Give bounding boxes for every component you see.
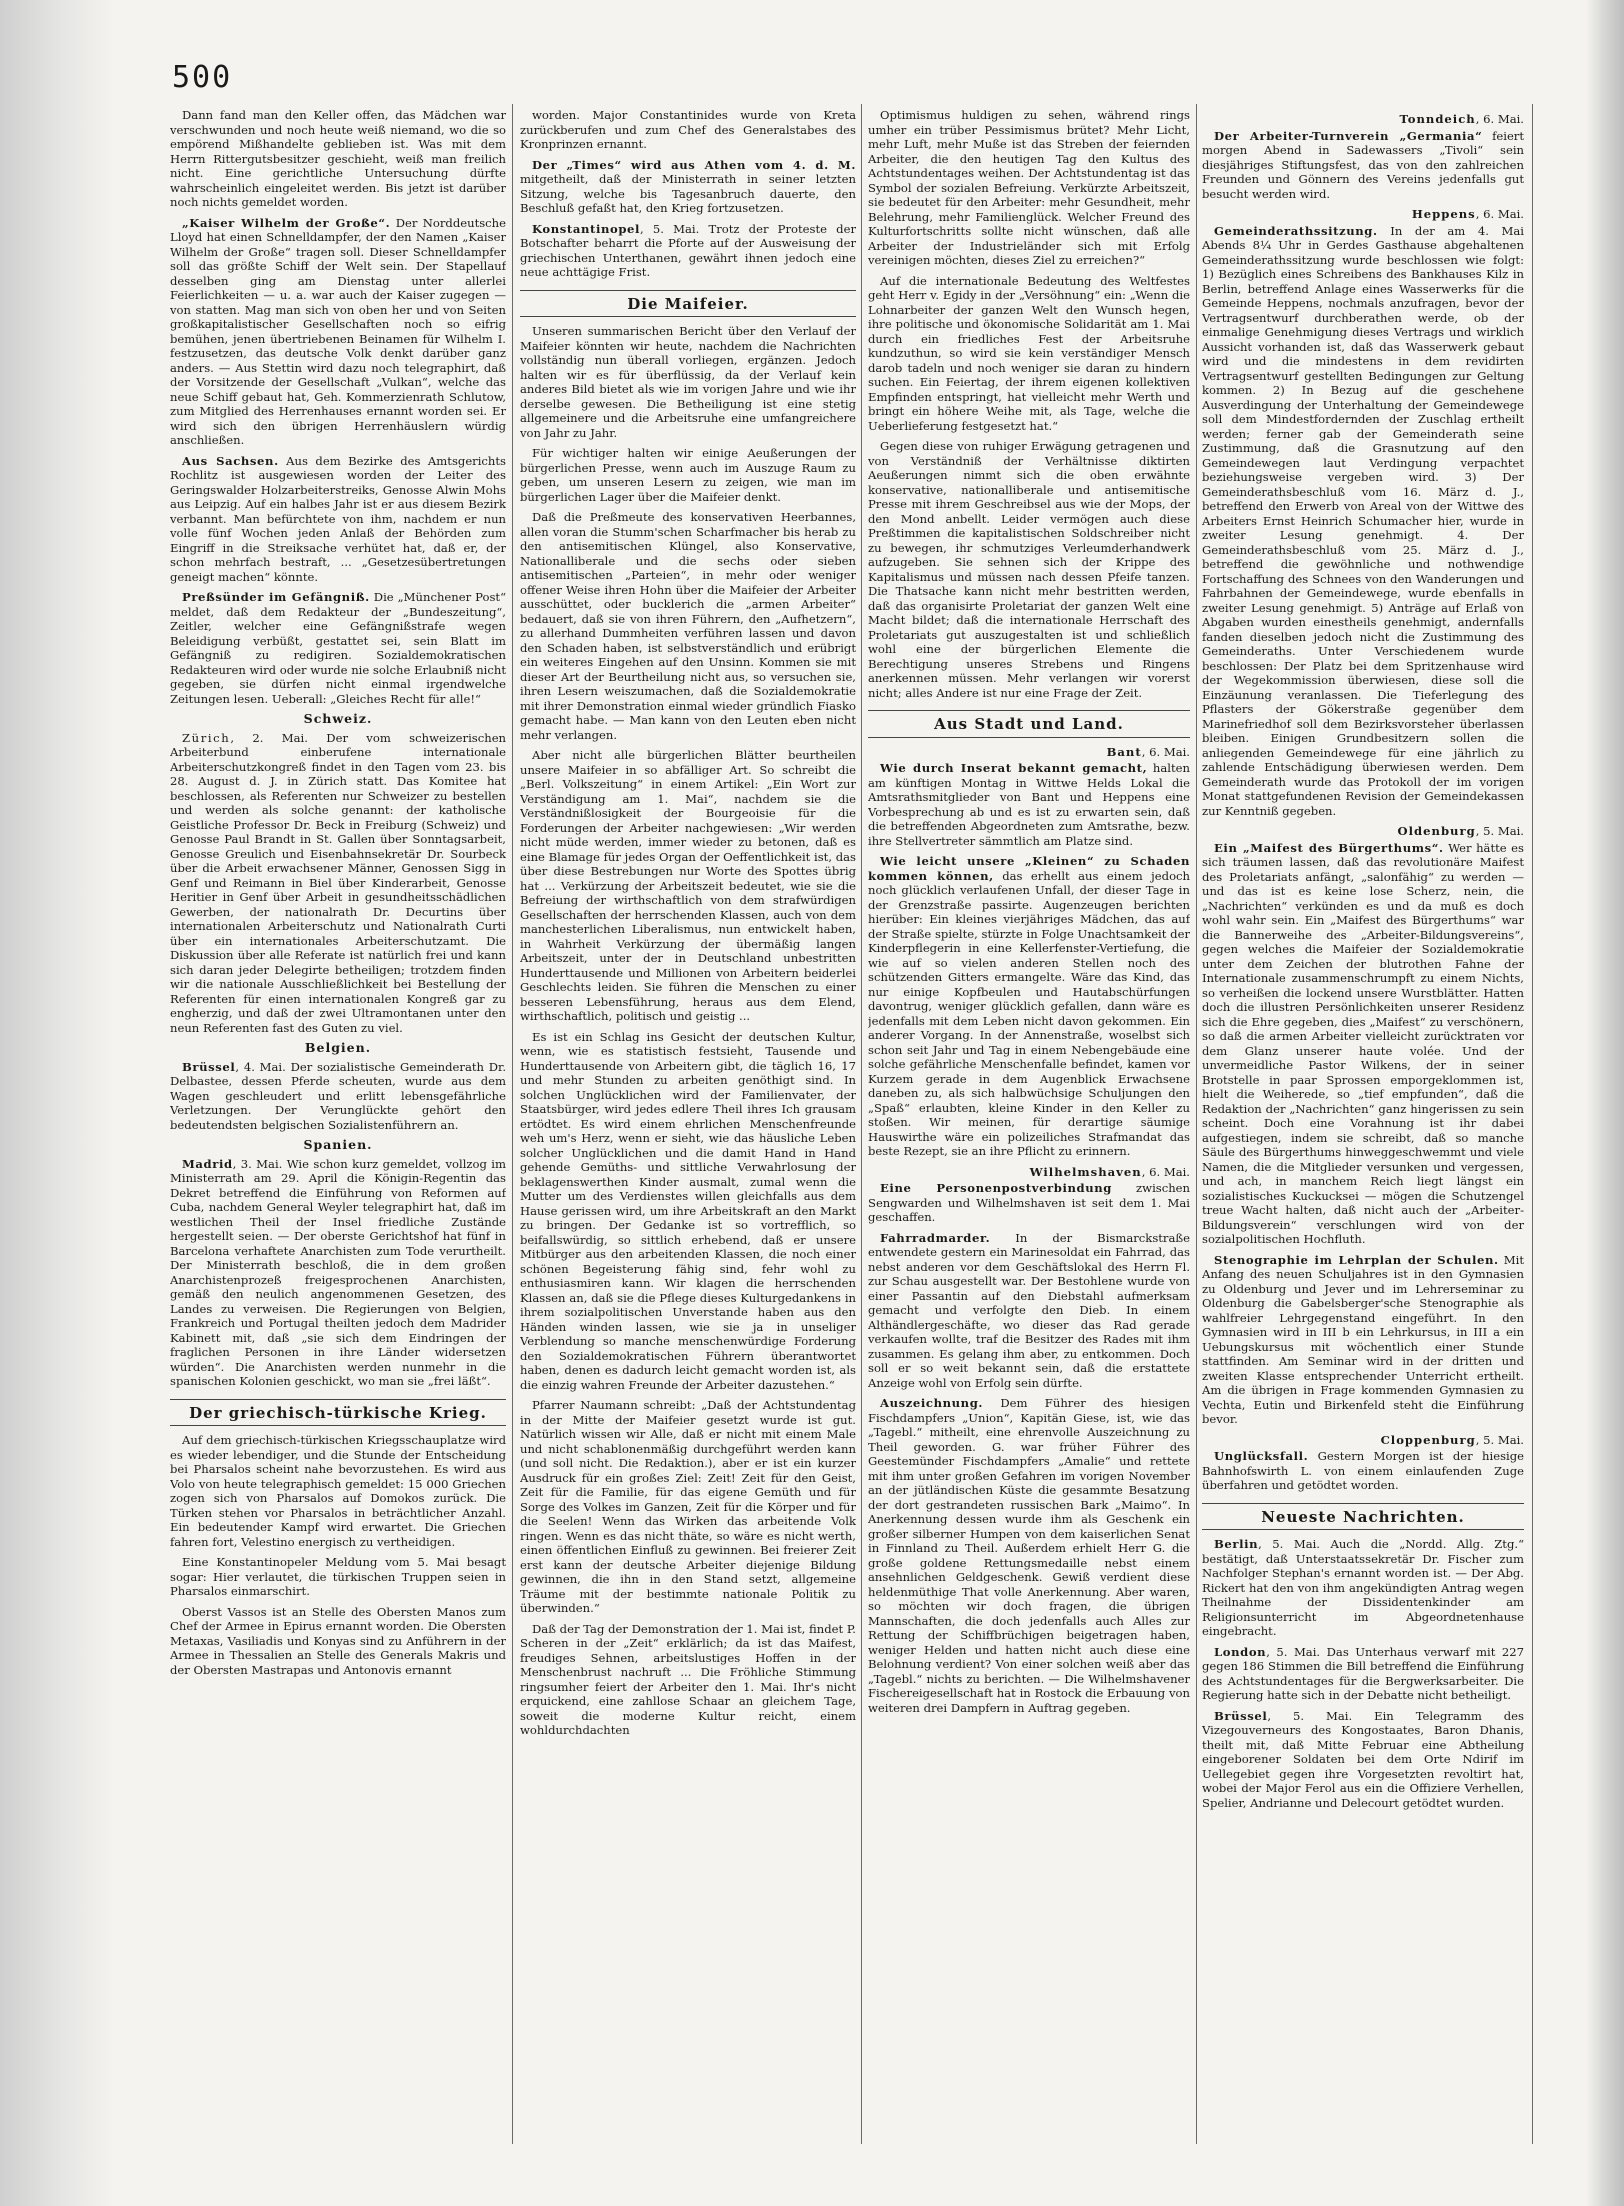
article-text: , 5. Mai. Auch die „Nordd. Allg. Ztg.“ bestätigt, daß Unterstaatssekretär Dr. Fischer zum Nachfolger Stephan's ernannt worden ist. — Der Abg. Rickert hat den von ihm angekündigten Antrag wegen Theilnahme der Dissidentenkinder am Religionsunterricht im Abgeordnetenhause eingebracht.	[1202, 1537, 1524, 1638]
article-konstantinopel	[520, 222, 856, 280]
article-text: mitgetheilt, daß der Ministerrath in seiner letzten Sitzung, welche bis Tagesanbruch dauerte, den Beschluß gefaßt hat, den Krieg fortzusetzen.	[520, 172, 856, 215]
dateline-place: Tonndeich	[1399, 112, 1476, 126]
article-paragraph: Aber nicht alle bürgerlichen Blätter beurtheilen unsere Maifeier in so abfälliger Art. So schreibt die „Berl. Volkszeitung“ in einem Artikel: „Ein Wort zur Verständigung am 1. Mai“, nachdem sie die Verständnißlosigkeit der Bourgeoisie für die Forderungen der Arbeiter nachgewiesen: „Wir werden nicht müde werden, immer wieder zu betonen, daß es eine Blamage für jedes Organ der Oeffentlichkeit ist, das über diese Bestrebungen nur Worte des Spottes übrig hat ... Verkürzung der Arbeitszeit bedeutet, wie sie die Befreiung der wirthschaftlich von dem strafwürdigen Gesellschaften der herrschenden Klassen, auch von dem manchesterlichen Liberalismus, nun entwickelt haben, in Wahrheit Verkürzung der übermäßig langen Arbeitszeit, unter der in Deutschland unbestritten Hunderttausende und Millionen von Arbeitern beiderlei Geschlechts leiden. Sie führen die Menschen zu einer besseren Lebensführung, heraus aus dem Elend, wirthschaftlich, politisch und geistig ...	[520, 748, 856, 1023]
article-paragraph: Gegen diese von ruhiger Erwägung getragenen und von Verständniß der Verhältnisse diktirten Aeußerungen nimmt sich die oben erwähnte konservative, nationalliberale und antisemitische Presse mit ihrem Geschreibsel aus wie der Mops, der den Mond anbellt. Leider vermögen auch diese Preßtimmen die kapitalistischen Soldschreiber nicht zu bewegen, ihr schmutziges Verleumderhandwerk aufzugeben. Sie sehnen sich der Krippe des Kapitalismus und müssen nach dessen Pfeife tanzen. Die Thatsache kann nicht mehr bestritten werden, daß das organisirte Proletariat der ganzen Welt eine Macht bildet; daß die internationale Herrschaft des Proletariats gut auszugestalten ist und schließlich wohl eine der bürgerlichen Elemente die Berechtigung unseres Strebens und Ringens anerkennen müssen. Mehr verlangen wir vorerst nicht; alles Andere ist nur eine Frage der Zeit.	[868, 439, 1190, 700]
article-text: zwischen Sengwarden und Wilhelmshaven ist seit dem 1. Mai geschaffen.	[868, 1181, 1190, 1224]
article-lead: Gemeinderathssitzung.	[1214, 223, 1378, 238]
article-berlin	[1202, 1537, 1524, 1639]
article-fahrrad	[868, 1231, 1190, 1391]
dateline-place: Bant	[1106, 744, 1142, 759]
dateline	[1202, 207, 1524, 222]
dateline	[868, 1165, 1190, 1180]
article-text: Aus dem Bezirke des Amtsgerichts Rochlitz ist ausgewiesen worden der Leiter des Geringswalder Holzarbeiterstreiks, Genosse Alwin Mohs aus Leipzig. Auf ein halbes Jahr ist er aus diesem Bezirk verbannt. Man befürchtete von ihm, nachdem er nun volle fünf Wochen jeden Anlaß der Behörden zum Eingriff in die Streiksache verhütet hat, daß er, der schon mehrfach bestraft, ... „Gesetzesübertretungen geneigt machen“ könnte.	[170, 453, 506, 584]
article-paragraph: Pfarrer Naumann schreibt: „Daß der Achtstundentag in der Mitte der Maifeier gesetzt wurde ist gut. Natürlich wissen wir Alle, daß er nicht mit einem Male und nicht schablonenmäßig durchgeführt werden kann (und soll nicht. Die Redaktion.), aber er ist ein kurzer Ausdruck für ein großes Ziel: Zeit! Zeit für den Geist, Zeit für die Familie, für das eigene Gemüth und für Sorge des Volkes im Ganzen, Zeit für die Körper und für die Seelen! Wenn das Wirken das arbeitende Volk ringen. Wenn es das nicht thäte, so wäre es nicht werth, einen öffentlichen Einfluß zu gewinnen. Bei freierer Zeit erst kann der deutsche Arbeiter diejenige Bildung gewinnen, die ihn in den Stand setzt, allgemeine Träume mit der bestimmte nationale Politik zu überwinden.“	[520, 1398, 856, 1615]
article-spanien	[170, 1157, 506, 1389]
article-text: In der Bismarckstraße entwendete gestern ein Marinesoldat ein Fahrrad, das nebst anderen vor dem Geschäftslokal des Herrn Fl. zur Schau ausgestellt war. Der Bestohlene wurde von einer Passantin auf den Diebstahl aufmerksam gemacht und verfolgte den Dieb. In einem Althändlergeschäfte, wo dieser das Rad gerade verkaufen wollte, traf die Besitzer des Rades mit ihm zusammen. Es gelang ihm aber, zu entkommen. Doch soll er so weit bekannt sein, daß die erstattete Anzeige wohl von Erfolg sein dürfte.	[868, 1230, 1190, 1390]
article-text: In der am 4. Mai Abends 8¼ Uhr in Gerdes Gasthause abgehaltenen Gemeinderathssitzung wurde beschlossen wie folgt: 1) Bezüglich eines Schreibens des Bankhauses Kilz in Berlin, betreffend Anlage eines Wasserwerks für die Gemeinde Heppens, nochmals anzufragen, bevor der Vertragsentwurf durchberathen werde, ob der einmalige Genehmigung dieses Vertrags und wirklich Aussicht vorhanden ist, daß das Wasserwerk gebaut wird und die mindestens in dem revidirten Vertragsentwurf gestellten Bedingungen zur Geltung kommen. 2) In Bezug auf die geschehene Ausverdingung der Unterhaltung der Gemeindewege soll dem Mindestfordernden der Zuschlag ertheilt werden; ferner gab der Gemeinderath seine Zustimmung, daß die Grasnutzung auf den Gemeindewegen laut Verdingung verpachtet beziehungsweise vergeben wird. 3) Der Gemeinderathsbeschluß vom 16. März d. J., betreffend den Erwerb von Areal von der Wittwe des Arbeiters Ernst Heinrich Schumacher hier, wurde in zweiter Lesung genehmigt. 4. Der Gemeinderathsbeschluß vom 25. März d. J., betreffend die gewöhnliche und nothwendige Fortschaffung des Schnees von den Wanderungen und Fahrbahnen der Gemeindewege, wurde ebenfalls in zweiter Lesung genehmigt. 5) Anträge auf Erlaß von Abgaben wurden einestheils genehmigt, andernfalls fanden dieselben jedoch nicht die Zustimmung des Gemeinderaths. Unter Verschiedenem wurde beschlossen: Der Platz bei dem Spritzenhause wird der Wegekommission überwiesen, diese soll die Einzäunung veranlassen. Die Tieferlegung des Pflasters der Gökerstraße gegenüber dem Marinefriedhof soll dem Bezirksvorsteher überlassen bleiben. Einigen Grundbesitzern sollen die anliegenden Gemeindewege für eine jährlich zu zahlende Entschädigung überwiesen werden. Dem Gemeinderath wurde das Protokoll der im vorigen Monat stattgefundenen Revision der Gemeindekassen zur Kenntniß gegeben.	[1202, 223, 1524, 818]
page-number: 500	[172, 60, 233, 95]
column-rule	[512, 104, 513, 2144]
article-paragraph: Optimismus huldigen zu sehen, während rings umher ein trüber Pessimismus brütet? Mehr Licht, mehr Luft, mehr Muße ist das Streben der feiernden Arbeiter, die den heutigen Tag den Kultus des Achtstundentages weihen. Der Achtstundentag ist das Symbol der sozialen Befreiung. Verkürzte Arbeitszeit, sie bedeutet für den Arbeiter: mehr Gesundheit, mehr Belehrung, mehr Familienglück. Welcher Freund des Kulturfortschritts sollte nicht wünschen, daß alle Arbeiter der Industrieländer sich mit Erfolg vereinigen möchten, dieses Ziel zu erreichen?“	[868, 108, 1190, 267]
article-lead: Der „Times“ wird aus Athen vom 4. d. M.	[532, 157, 856, 172]
column-rule	[861, 104, 862, 2144]
section-heading-maifeier: Die Maifeier.	[520, 290, 856, 318]
article-text: Gestern Morgen ist der hiesige Bahnhofswirth L. von einem einlaufenden Zuge überfahren und getödtet worden.	[1202, 1449, 1524, 1492]
article-schweiz	[170, 731, 506, 1036]
article-sachsen	[170, 454, 506, 585]
dateline-date: , 6. Mai.	[1475, 207, 1524, 221]
article-lead: Wie leicht unsere „Kleinen“ zu Schaden kommen können,	[868, 854, 1190, 883]
column-rule	[1196, 104, 1197, 2144]
article-stenographie	[1202, 1253, 1524, 1427]
article-paragraph: Es ist ein Schlag ins Gesicht der deutschen Kultur, wenn, wie es statistisch festsieht, Tausende und Hunderttausende von Arbeitern gibt, die täglich 16, 17 und mehr Stunden zu arbeiten genöthigt sind. In solchen Unglücklichen wird der Familienvater, der Staatsbürger, wird jedes edlere Theil ihres Ich grausam ertödtet. Es wird einem ehrlichen Menschenfreunde weh um's Herz, wenn er sieht, wie das häusliche Leben solcher Unglücklichen und die damit Hand in Hand gehende Gemüths- und sittliche Verwahrlosung der beklagenswerthen Kinder ausmalt, zumal wenn die Mutter um des Verdienstes willen gleichfalls aus dem Hause gerissen wird, um ihre Arbeitskraft an den Markt zu bringen. Der Gedanke ist so vortrefflich, so beifallswürdig, so sittlich erhebend, daß er unsere Mitbürger aus den arbeitenden Klassen, die noch einer schönen Begeisterung fähig sind, fehr wohl zu enthusiasmiren kann. Wir klagen die herrschenden Klassen an, daß sie die Pflege dieses Kulturgedankens in ihrem sozialpolitischen Unverstande haben aus den Händen winden lassen, wie sie ja in unseliger Verblendung so manche menschenwürdige Forderung den Sozialdemokratischen Führern überantwortet haben, denen es dadurch leicht gemacht worden ist, als die einzig wahren Freunde der Arbeiter dazustehen.“	[520, 1029, 856, 1392]
article-paragraph: worden. Major Constantinides wurde von Kreta zurückberufen und zum Chef des Generalstabes des Kronprinzen ernannt.	[520, 108, 856, 151]
page-edge-shadow	[1586, 0, 1624, 2206]
dateline-place: Berlin	[1214, 1537, 1259, 1551]
article-paragraph: Eine Konstantinopeler Meldung vom 5. Mai besagt sogar: Hier verlautet, die türkischen Truppen seien in Pharsalos einmarschirt.	[170, 1555, 506, 1598]
article-paragraph: Dann fand man den Keller offen, das Mädchen war verschwunden und noch heute weiß niemand, wo die so empörend Mißhandelte geblieben ist. Was mit dem Herrn Rittergutsbesitzer geschieht, weiß man freilich nicht. Eine gerichtliche Untersuchung dürfte wahrscheinlich eingeleitet werden. Bis jetzt ist darüber noch nichts gemeldet worden.	[170, 108, 506, 209]
dateline-place: Cloppenburg	[1380, 1432, 1476, 1447]
section-heading-neueste-nachrichten: Neueste Nachrichten.	[1202, 1503, 1524, 1531]
article-lead: Der Arbeiter-Turnverein „Germania“	[1214, 128, 1483, 143]
article-text: Der Norddeutsche Lloyd hat einen Schnelldampfer, der den Namen „Kaiser Wilhelm der Große“ tragen soll. Dieser Schnelldampfer soll das größte Schiff der Welt sein. Der Stapellauf desselben ging am Dienstag unter allerlei Feierlichkeiten — u. a. war auch der Kaiser zugegen — von statten. Mag man sich von oben her und von Seiten großkapitalistischer Gesellschaften noch so eifrig bemühen, jenen übertriebenen Beinamen für Wilhelm I. festzusetzen, das deutsche Volk denkt darüber ganz anders. — Aus Stettin wird dazu noch telegraphirt, daß der Vorsitzende der Gesellschaft „Vulkan“, welche das neue Schiff gebaut hat, Geh. Kommerzienrath Schlutow, zum Mitglied des Herrenhauses ernannt worden sei. Er wird sich den übrigen Herrenhäuslern würdig anschließen.	[170, 215, 506, 447]
article-lead: Wie durch Inserat bekannt gemacht,	[880, 761, 1148, 775]
article-maifest	[1202, 841, 1524, 1247]
dateline-place: London	[1214, 1644, 1267, 1659]
dateline-date: , 5. Mai.	[1475, 824, 1524, 838]
article-text: Der vom schweizerischen Arbeiterbund einberufene internationale Arbeiterschutzkongreß findet in den Tagen vom 23. bis 28. August d. J. in Zürich statt. Das Komitee hat beschlossen, als Referenten nur Schweizer zu bestellen und werden als solche genannt: der katholische Geistliche Professor Dr. Beck in Freiburg (Schweiz) und Genosse Paul Brandt in St. Gallen über Sonntagsarbeit, Genosse Greulich und Eisenbahnsekretär Dr. Sourbeck über die Arbeit erwachsener Männer, Genossen Sigg in Genf und Reimann in Biel über Kinderarbeit, Genosse Heritier in Genf über Arbeit in gesundheitsschädlichen Gewerben, der nationalrath Dr. Decurtins über internationalen Arbeiterschutz und Nationalrath Curti über ein internationales Arbeiterschutzamt. Die Diskussion über alle Referate ist natürlich frei und kann sich daran jeder Delegirte betheiligen; trotzdem finden wir die nationale Ausschließlichkeit bei Bestellung der Referenten für einen internationalen Kongreß gar zu engherzig, und daß der zwei Ultramontanen unter den neun Referenten fast des Guten zu viel.	[170, 730, 506, 1035]
dateline-place: Konstantinopel	[532, 221, 641, 236]
article-text: Wie schon kurz gemeldet, vollzog im Ministerrath am 29. April die Königin-Regentin das Dekret betreffend die Einführung von Reformen auf Cuba, nachdem General Weyler telegraphirt hat, daß im westlichen Theil der Insel friedliche Zustände hergestellt seien. — Der oberste Gerichtshof hat fünf in Barcelona verhaftete Anarchisten zum Tode verurtheilt. Der Ministerrath beschloß, die in dem großen Anarchistenprozeß freigesprochenen Anarchisten, gemäß den neulich angenommenen Gesetzen, des Landes zu verweisen. Die Regierungen von Belgien, Frankreich und Portugal theilten jedoch dem Madrider Kabinett mit, daß „sie sich dem Eindringen der fraglichen Personen in ihre Länder widersetzen würden“. Die Anarchisten werden nunmehr in die spanischen Kolonien geschickt, wo man sie „frei läßt“.	[170, 1156, 506, 1388]
article-text: , 5. Mai. Das Unterhaus verwarf mit 227 gegen 186 Stimmen die Bill betreffend die Einführung des Achtstundentages für die Bergwerksarbeiter. Die Regierung hatte sich in der Debatte nicht betheiligt.	[1202, 1644, 1524, 1702]
article-auszeichnung	[868, 1396, 1190, 1715]
article-kleinen	[868, 854, 1190, 1159]
article-pressuender	[170, 590, 506, 706]
dateline-place: Brüssel	[182, 1059, 236, 1074]
article-text: Die „Münchener Post“ meldet, daß dem Redakteur der „Bundeszeitung“, Zeitler, welcher eine Gefängnißstrafe wegen Beleidigung verbüßt, gestattet sei, sein Blatt im Gefängniß zu redigiren. Sozialdemokratischen Redakteuren wird oder wurde nie solche Erlaubniß nicht gegeben, sie dürfen nicht einmal irgendwelche Zeitungen lesen. Ueberall: „Gleiches Recht für alle!“	[170, 590, 506, 706]
dateline	[1202, 824, 1524, 839]
column-1	[170, 108, 506, 2138]
dateline-place: Oldenburg	[1397, 824, 1476, 838]
section-heading-stadt-und-land: Aus Stadt und Land.	[868, 710, 1190, 738]
dateline	[1202, 1433, 1524, 1448]
article-text: Wer hätte es sich träumen lassen, daß das revolutionäre Maifest des Proletariats anfängt, „salonfähig“ zu werden — und das ist es keine lose Scherz, nein, die „Nachrichten“ verkünden es und da muß es doch wohl wahr sein. Ein „Maifest des Bürgerthums“ war die Bannerweihe des „Arbeiter-Bildungsvereins“, gegen welches die Maifeier der Sozialdemokratie unter dem Zeichen der blutrothen Fahne der Internationale zusammenschrumpft zu einem Nichts, so verheißen die lockend unsere Wurstblätter. Hatten doch die illustren Persönlichkeiten unserer Residenz sich die Ehre gegeben, dies „Maifest“ zu verschönern, so daß die armen Arbeiter vielleicht zurücktraten vor dem Glanz unserer haute volée. Und der unvermeidliche Pastor Wilkens, der in seiner Brotstelle in paar Sprossen emporgeklommen ist, hielt die Weiherede, so „tief empfunden“, daß die Redaktion der „Nachrichten“ ganz hingerissen zu sein scheint. Doch eine Vorahnung ist ihr dabei aufgestiegen, indem sie schreibt, daß so manche Säule des Bürgerthums hinweggeschwemmt und viele Namen, die die Mitglieder versunken und vergessen, und ach, in manchem Reich liegt längst ein sozialistisches Kuckucksei — mögen die Schutzengel treue Wacht halten, daß nicht auch der „Arbeiter-Bildungsverein“ verschlungen wird von der sozialpolitischen Hochfluth.	[1202, 840, 1524, 1246]
dateline	[1202, 112, 1524, 127]
section-heading-schweiz: Schweiz.	[303, 711, 373, 726]
article-text: , 5. Mai. Ein Telegramm des Vizegouverneurs des Kongostaates, Baron Dhanis, theilt mit, daß Mitte Februar eine Abtheilung eingeborener Soldaten bei dem Orte Ndirif im Uellegebiet gegen ihre Vorgesetzten revoltirt hat, wobei der Major Ferol aus ein die Offiziere Verhellen, Spelier, Andrianne und Delecourt getödtet wurden.	[1202, 1708, 1524, 1810]
dateline-date: , 6. Mai.	[1475, 112, 1524, 126]
dateline-date: , 3. Mai.	[232, 1156, 283, 1171]
dateline-date: , 2. Mai.	[230, 730, 308, 745]
article-post	[868, 1181, 1190, 1225]
article-lead: Unglücksfall.	[1214, 1449, 1309, 1463]
dateline-place: Brüssel	[1214, 1708, 1268, 1723]
dateline-place: Zürich	[182, 730, 231, 745]
article-text: , 5. Mai. Trotz der Proteste der Botschafter beharrt die Pforte auf der Ausweisung der griechischen Unterthanen, gewährt ihnen jedoch eine neue achttägige Frist.	[520, 221, 856, 279]
dateline-date: , 4. Mai.	[235, 1059, 286, 1074]
column-rule	[1532, 104, 1533, 2144]
article-lead: Aus Sachsen.	[182, 453, 279, 468]
article-kaiser-wilhelm	[170, 216, 506, 448]
article-lead: Stenographie im Lehrplan der Schulen.	[1214, 1252, 1499, 1267]
article-paragraph: Auf dem griechisch-türkischen Kriegsschauplatze wird es wieder lebendiger, und die Stunde der Entscheidung bei Pharsalos scheint nahe bevorzustehen. Es wird aus Volo von heute telegraphisch gemeldet: 15 000 Griechen zogen sich von Pharsalos auf Domokos zurück. Die Türken stehen vor Pharsalos in beträchtlicher Anzahl. Ein bedeutender Kampf wird erwartet. Die Griechen fahren fort, Velestino energisch zu vertheidigen.	[170, 1433, 506, 1549]
article-paragraph: Für wichtiger halten wir einige Aeußerungen der bürgerlichen Presse, wenn auch im Auszuge Raum zu geben, um unseren Lesern zu zeigen, wie man im bürgerlichen Lager über die Maifeier denkt.	[520, 446, 856, 504]
article-bruessel	[1202, 1709, 1524, 1811]
article-lead: Fahrradmarder.	[880, 1230, 991, 1245]
section-heading-spanien: Spanien.	[303, 1137, 373, 1152]
article-london	[1202, 1645, 1524, 1703]
article-gemeinderath	[1202, 224, 1524, 819]
article-paragraph: Oberst Vassos ist an Stelle des Obersten Manos zum Chef der Armee in Epirus ernannt worden. Die Obersten Metaxas, Vasiliadis und Konyas sind zu Anführern in der Armee in Thessalien an Stelle des Generals Makris und der Obersten Mastrapas und Antonovis ernannt	[170, 1604, 506, 1677]
article-lead: Ein „Maifest des Bürgerthums“.	[1214, 840, 1444, 855]
dateline-place: Madrid	[182, 1156, 233, 1171]
article-paragraph: Daß der Tag der Demonstration der 1. Mai ist, findet P. Scheren in der „Zeit“ erklärlich; da ist das Maifest, freudiges Sehnen, arbeitslustiges Hoffen in der Menschenbrust nachruft ... Die Fröhliche Stimmung ringsumher feiert der Arbeiter den 1. Mai. Ihr's nicht erquickend, eine zahllose Schaar an gleichem Tage, soweit die moderne Kultur reicht, einem wohldurchdachten	[520, 1621, 856, 1737]
dateline-date: , 6. Mai.	[1141, 1164, 1190, 1179]
article-belgien	[170, 1060, 506, 1133]
column-3	[868, 108, 1190, 2138]
section-heading-belgien: Belgien.	[304, 1040, 372, 1055]
dateline	[868, 745, 1190, 760]
article-text: feiert morgen Abend in Sadewassers „Tivoli“ sein diesjähriges Stiftungsfest, das von den zahlreichen Freunden und Gönnern des Vereins jedenfalls gut besucht werden wird.	[1202, 128, 1524, 201]
article-unglueck	[1202, 1449, 1524, 1493]
article-turnverein	[1202, 129, 1524, 202]
column-4	[1202, 108, 1524, 2138]
section-heading-krieg: Der griechisch-türkische Krieg.	[170, 1399, 506, 1427]
article-lead: Preßsünder im Gefängniß.	[182, 590, 370, 604]
article-paragraph: Unseren summarischen Bericht über den Verlauf der Maifeier könnten wir heute, nachdem die Nachrichten vollständig nun überall vorliegen, ergänzen. Jedoch halten wir es für überflüssig, da der Verlauf kein anderes Bild bietet als wie im vorigen Jahre und wie ihr derselbe gewesen. Die Betheiligung ist eine stetig allgemeinere und die Arbeitsruhe eine umfangreichere von Jahr zu Jahr.	[520, 324, 856, 440]
article-lead: „Kaiser Wilhelm der Große“.	[182, 215, 391, 230]
book-spine-shadow	[0, 0, 115, 2206]
dateline-place: Wilhelmshaven	[1029, 1164, 1142, 1179]
column-2	[520, 108, 856, 2138]
dateline-place: Heppens	[1411, 207, 1476, 221]
article-text: Dem Führer des hiesigen Fischdampfers „Union“, Kapitän Giese, ist, wie das „Tagebl.“ mitheilt, eine ehrenvolle Auszeichnung zu Theil geworden. G. war früher Führer des Geestemünder Fischdampfers „Amalie“ und rettete mit ihm unter großen Gefahren im vorigen November an der jütländischen Küste die gesammte Besatzung der dort gestrandeten russischen Bark „Maimo“. In Anerkennung dessen wurde ihm als Geschenk ein großer silberner Humpen von dem kaiserlichen Senat in Finnland zu Theil. Außerdem erhielt Herr G. die große goldene Rettungsmedaille nebst einem ansehnlichen Geldgeschenk. Gewiß verdient diese heldenmüthige That volle Anerkennung. Aber waren, so möchten wir doch fragen, die übrigen Mannschaften, die doch jedenfalls auch Alles zur Rettung der Schiffbrüchigen beigetragen haben, weniger Helden und hatten nicht auch diese eine Belohnung verdient? Von einer solchen weiß aber das „Tagebl.“ nichts zu berichten. — Die Wilhelmshavener Fischereigesellschaft hat in Rostock die Erbauung von weiteren drei Dampfern in Auftrag gegeben.	[868, 1396, 1190, 1715]
article-text: Der sozialistische Gemeinderath Dr. Delbastee, dessen Pferde scheuten, wurde aus dem Wagen geschleudert und erlitt lebensgefährliche Verletzungen. Der Verunglückte gehört den bedeutendsten belgischen Sozialistenführern an.	[170, 1059, 506, 1132]
dateline-date: , 6. Mai.	[1141, 744, 1190, 759]
article-paragraph: Daß die Preßmeute des konservativen Heerbannes, allen voran die Stumm'schen Scharfmacher bis herab zu den antisemitischen Klüngel, also Konservative, Nationalliberale und die sechs oder sieben antisemitischen „Parteien“, in mehr oder weniger offener Weise ihren Hohn über die Maifeier der Arbeiter ausschüttet, oder bucklerich die „armen Arbeiter“ bedauert, daß sie von ihren Führern, den „Aufhetzern“, zu allerhand Dummheiten verführen lassen und davon den Schaden haben, ist selbstverständlich und erübrigt ein weiteres Eingehen auf den Unsinn. Kommen sie mit dieser Art der Beurtheilung nicht aus, so versuchen sie, ihren Lesern weiszumachen, daß die Sozialdemokratie mit ihrer Demonstration einmal wieder gründlich Fiasko gemacht habe. — Man kann von den Leuten eben nicht mehr verlangen.	[520, 510, 856, 742]
article-paragraph: Auf die internationale Bedeutung des Weltfestes geht Herr v. Egidy in der „Versöhnung“ ein: „Wenn die Lohnarbeiter der ganzen Welt den Wunsch hegen, ihre politische und ökonomische Solidarität am 1. Mai durch ein friedliches Fest der Arbeitsruhe kundzuthun, so wird sie kein verständiger Mensch darob tadeln und noch weniger sie daran zu hindern suchen. Ein Feiertag, der ihrem eigenen kollektiven Empfinden entspringt, hat vielleicht mehr Werth und bringt ein höhere Weihe mit, als Tage, welche die Ueberlieferung festgesetzt hat.“	[868, 273, 1190, 433]
article-times	[520, 158, 856, 216]
article-inserat	[868, 761, 1190, 848]
article-lead: Auszeichnung.	[880, 1396, 984, 1410]
article-text: das erhellt aus einem jedoch noch glücklich verlaufenen Unfall, der dieser Tage in der Grenzstraße passirte. Augenzeugen berichten hierüber: Ein kleines vierjähriges Mädchen, das auf der Straße spielte, stürzte in Folge Unachtsamkeit der Kinderpflegerin in eine Kellerfenster-Vertiefung, die wie auf so vielen anderen Stellen noch des schützenden Gitters ermangelte. Wäre das Kind, das nur einige Kopfbeulen und Hautabschürfungen davontrug, weniger glücklich gefallen, dann wäre es jedenfalls mit dem Leben nicht davon gekommen. Ein anderer Vorgang. In der Annenstraße, woselbst sich schon seit Jahr und Tag in einem Nebengebäude eine solche gefährliche Menschenfalle befindet, kamen vor Kurzem gerade in dem Augenblick Erwachsene daneben zu, als sich halbwüchsige Schuljungen den „Spaß“ erlaubten, kleine Kinder in den Keller zu stoßen. Wir meinen, für derartige säumige Hauswirthe wäre ein polizeiliches Strafmandat das beste Rezept, sie an ihre Pflicht zu erinnern.	[868, 868, 1190, 1158]
article-text: Mit Anfang des neuen Schuljahres ist in den Gymnasien zu Oldenburg und Jever und im Lehrerseminar zu Oldenburg die Gabelsberger'sche Stenographie als wahlfreier Lehrgegenstand eingeführt. In den Gymnasien wird in III b ein Lehrkursus, in III a ein Uebungskursus mit wöchentlich einer Stunde stattfinden. Am Seminar wird in der dritten und zweiten Klasse entsprechender Unterricht ertheilt. Am die übrigen in Frage kommenden Gymnasien zu Vechta, Eutin und Birkenfeld steht die Einführung bevor.	[1202, 1252, 1524, 1426]
article-lead: Eine Personenpostverbindung	[880, 1181, 1112, 1195]
dateline-date: , 5. Mai.	[1475, 1432, 1524, 1447]
article-text: halten am künftigen Montag in Wittwe Helds Lokal die Amtsrathsmitglieder von Bant und Heppens eine Vorbesprechung ab und es ist zu erwarten sein, daß die betreffenden Abgeordneten zum Amtsrathe, bezw. ihre Stellvertreter sämmtlich am Platze sind.	[868, 761, 1190, 848]
